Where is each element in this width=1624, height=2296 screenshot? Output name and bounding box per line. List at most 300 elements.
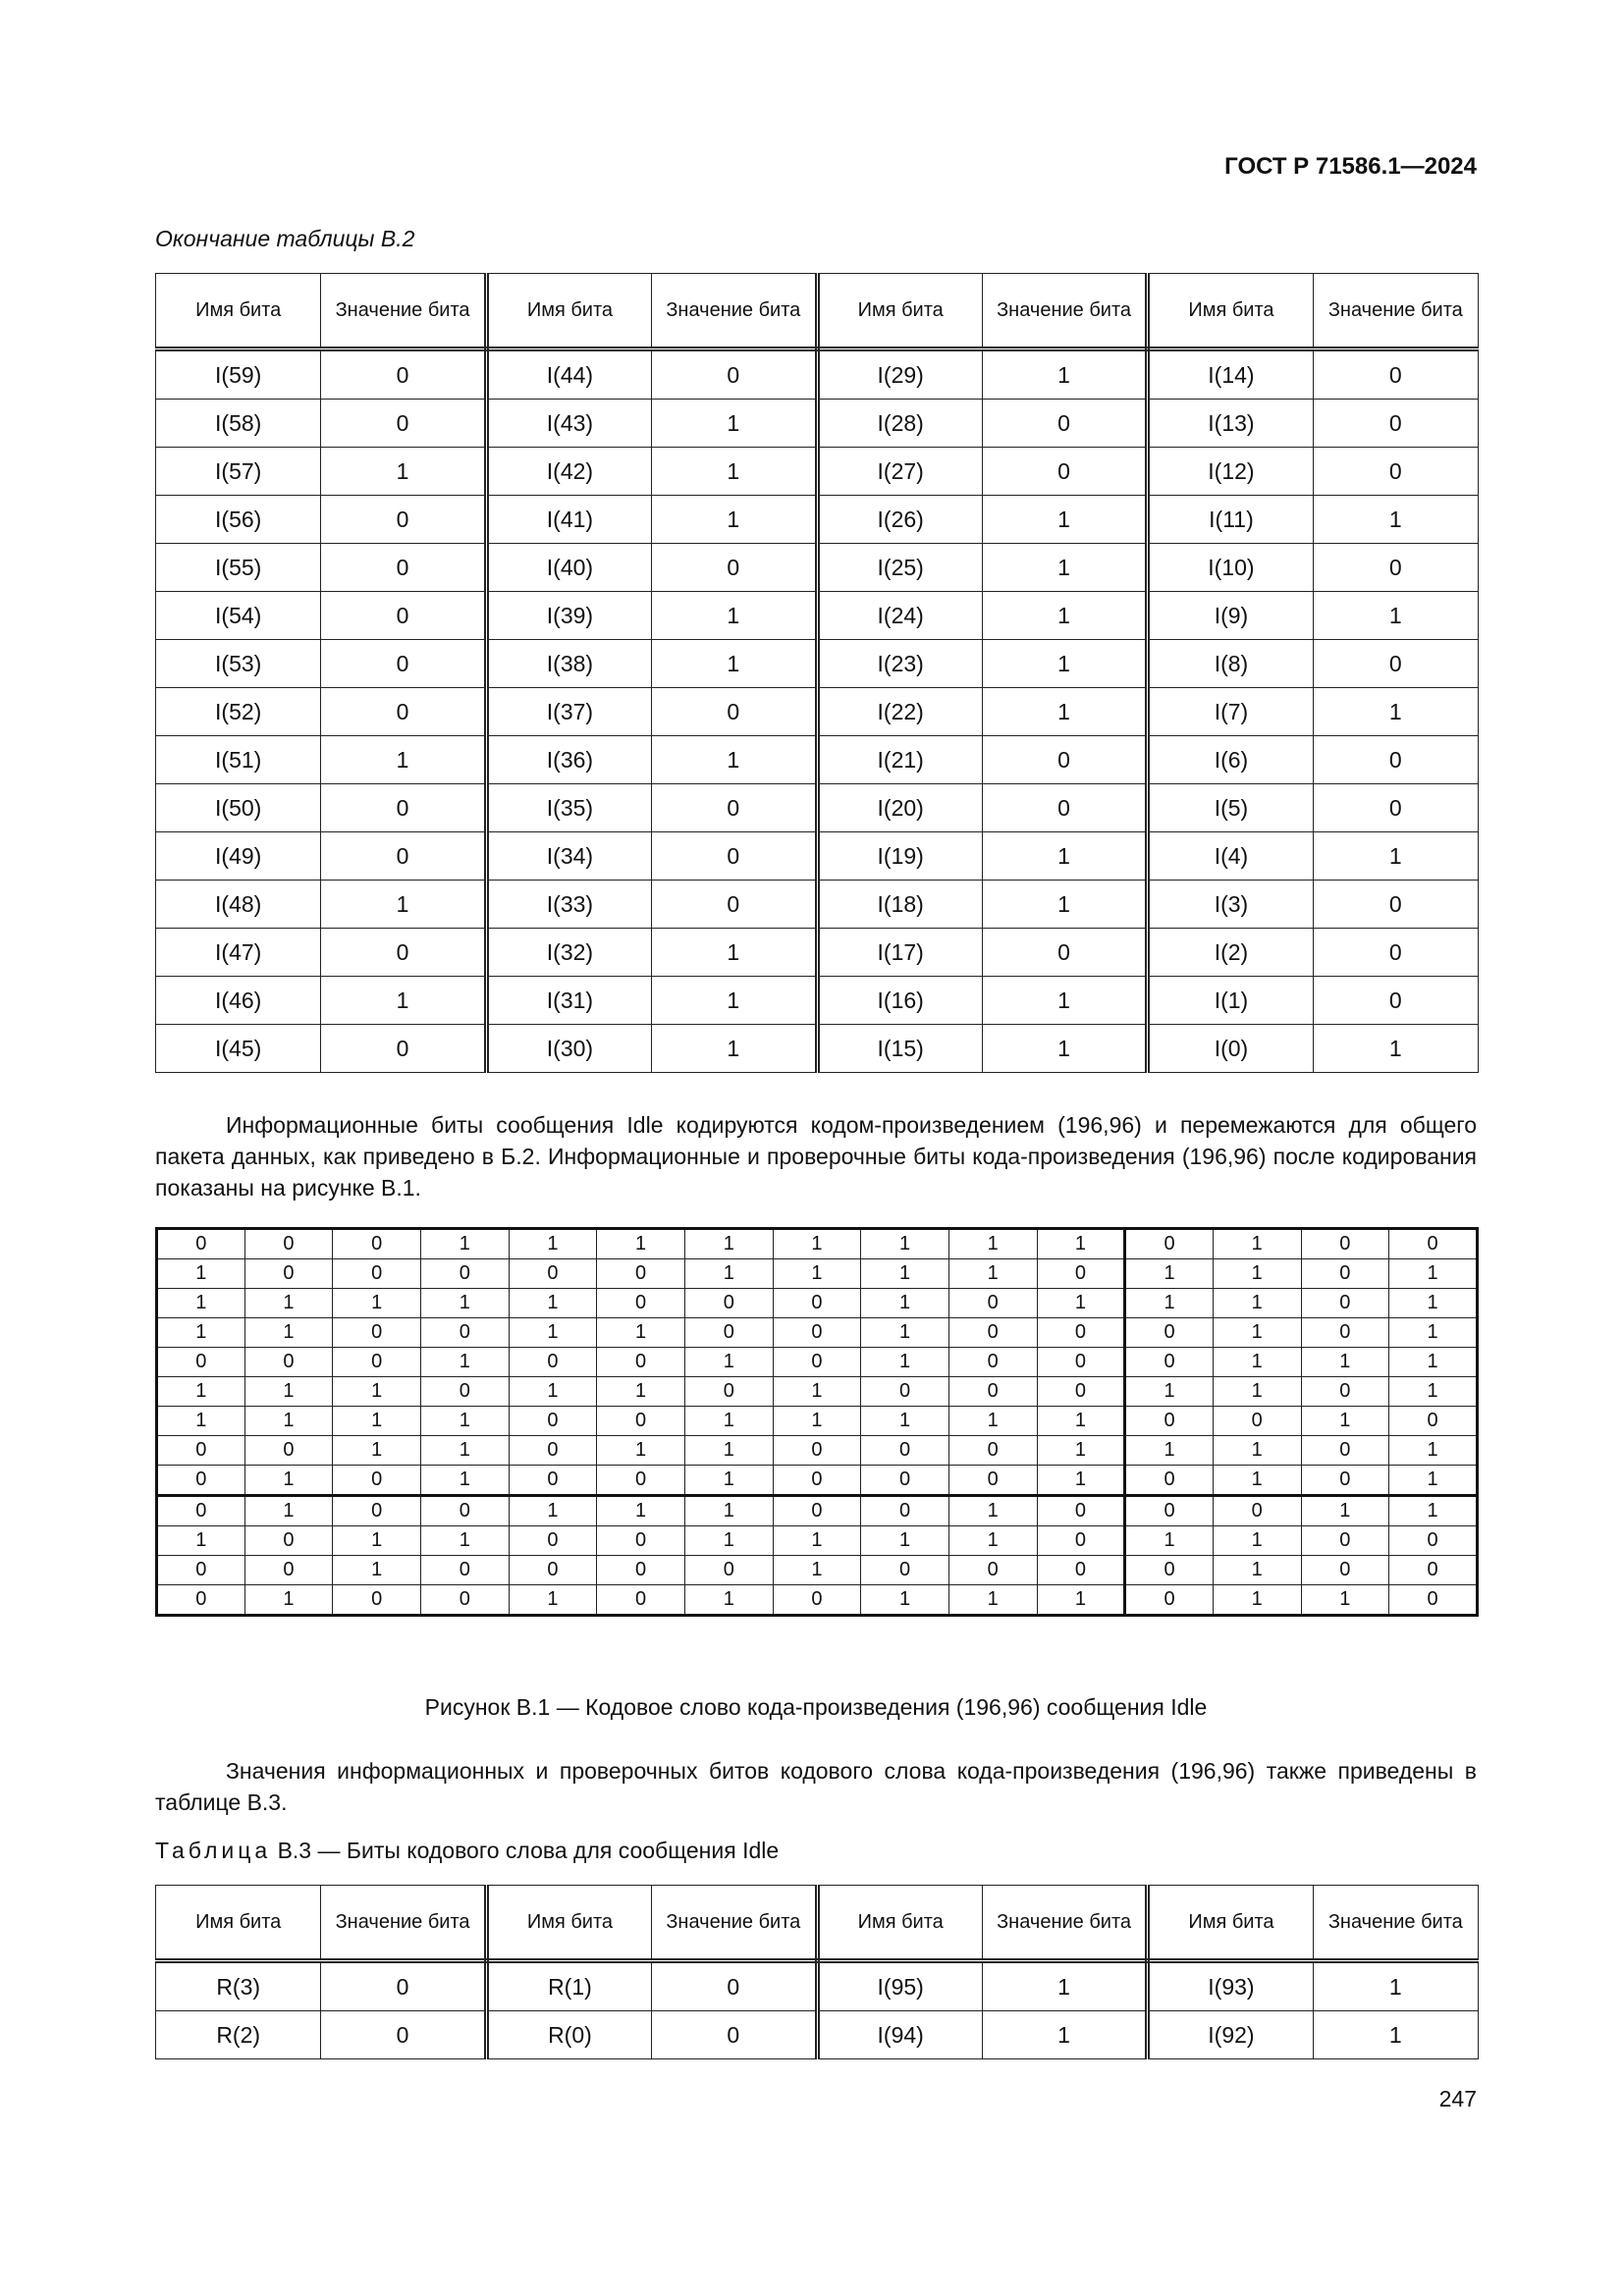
grid-bit-cell: 0	[1037, 1318, 1125, 1348]
grid-row	[157, 1318, 1478, 1348]
bit-value-cell: 0	[652, 832, 817, 881]
grid-bit-cell: 1	[1037, 1466, 1125, 1496]
grid-bit-cell: 1	[1213, 1259, 1301, 1289]
grid-row	[157, 1556, 1478, 1585]
bit-name-cell: I(44)	[486, 349, 651, 400]
grid-bit-cell: 1	[244, 1407, 333, 1436]
bit-name-cell: I(20)	[817, 784, 982, 832]
bit-name-cell: I(57)	[156, 448, 321, 496]
grid-bit-cell: 1	[684, 1585, 773, 1616]
grid-bit-cell: 0	[420, 1556, 509, 1585]
table-b2	[155, 273, 1479, 1073]
column-header-bit-name: Имя бита	[1148, 274, 1313, 349]
grid-bit-cell: 0	[773, 1466, 861, 1496]
grid-bit-cell: 1	[244, 1466, 333, 1496]
grid-bit-cell: 1	[1125, 1436, 1214, 1466]
grid-bit-cell: 1	[420, 1348, 509, 1377]
bit-value-cell: 1	[321, 977, 486, 1025]
grid-bit-cell: 0	[597, 1289, 685, 1318]
bit-value-cell: 1	[982, 640, 1147, 688]
grid-bit-cell: 1	[861, 1585, 949, 1616]
grid-bit-cell: 0	[1301, 1377, 1389, 1407]
grid-bit-cell: 0	[244, 1526, 333, 1556]
grid-bit-cell: 0	[1125, 1407, 1214, 1436]
bit-value-cell: 1	[1313, 1961, 1478, 2011]
grid-bit-cell: 1	[861, 1348, 949, 1377]
figure-b1-codeword-grid	[155, 1227, 1479, 1617]
table-row	[156, 592, 1479, 640]
bit-name-cell: I(36)	[486, 736, 651, 784]
bit-name-cell: I(34)	[486, 832, 651, 881]
bit-value-cell: 1	[982, 592, 1147, 640]
grid-bit-cell: 0	[948, 1466, 1037, 1496]
bit-value-cell: 1	[652, 977, 817, 1025]
grid-bit-cell: 1	[333, 1556, 421, 1585]
bit-value-cell: 1	[982, 688, 1147, 736]
bit-value-cell: 0	[982, 400, 1147, 448]
grid-bit-cell: 0	[861, 1377, 949, 1407]
grid-bit-cell: 0	[244, 1229, 333, 1259]
column-header-bit-name: Имя бита	[817, 274, 982, 349]
bit-value-cell: 0	[1313, 736, 1478, 784]
grid-bit-cell: 1	[861, 1407, 949, 1436]
grid-bit-cell: 1	[157, 1407, 245, 1436]
grid-bit-cell: 0	[1037, 1259, 1125, 1289]
grid-bit-cell: 1	[948, 1259, 1037, 1289]
bit-value-cell: 1	[1313, 1025, 1478, 1073]
bit-value-cell: 0	[321, 784, 486, 832]
grid-bit-cell: 0	[420, 1496, 509, 1526]
grid-row	[157, 1407, 1478, 1436]
grid-row	[157, 1585, 1478, 1616]
grid-bit-cell: 1	[773, 1407, 861, 1436]
grid-bit-cell: 0	[1037, 1377, 1125, 1407]
column-header-bit-value: Значение бита	[652, 1886, 817, 1961]
grid-bit-cell: 1	[861, 1526, 949, 1556]
bit-name-cell: I(26)	[817, 496, 982, 544]
bit-name-cell: I(33)	[486, 881, 651, 929]
grid-row	[157, 1259, 1478, 1289]
grid-bit-cell: 0	[1301, 1229, 1389, 1259]
bit-value-cell: 1	[982, 496, 1147, 544]
grid-bit-cell: 1	[597, 1229, 685, 1259]
grid-bit-cell: 0	[1389, 1585, 1478, 1616]
bit-value-cell: 1	[982, 544, 1147, 592]
grid-bit-cell: 0	[244, 1556, 333, 1585]
bit-value-cell: 0	[321, 688, 486, 736]
bit-name-cell: I(37)	[486, 688, 651, 736]
page-number: 247	[1438, 2086, 1477, 2111]
grid-row	[157, 1377, 1478, 1407]
grid-bit-cell: 1	[1389, 1466, 1478, 1496]
grid-bit-cell: 0	[773, 1585, 861, 1616]
column-header-bit-name: Имя бита	[156, 1886, 321, 1961]
grid-bit-cell: 0	[1125, 1466, 1214, 1496]
column-header-bit-value: Значение бита	[982, 274, 1147, 349]
grid-bit-cell: 1	[157, 1377, 245, 1407]
grid-bit-cell: 0	[597, 1466, 685, 1496]
grid-bit-cell: 0	[684, 1289, 773, 1318]
grid-bit-cell: 1	[1389, 1348, 1478, 1377]
grid-bit-cell: 1	[773, 1377, 861, 1407]
table-row	[156, 496, 1479, 544]
bit-name-cell: I(16)	[817, 977, 982, 1025]
bit-value-cell: 1	[982, 2011, 1147, 2059]
grid-bit-cell: 0	[1301, 1466, 1389, 1496]
grid-bit-cell: 0	[1213, 1496, 1301, 1526]
bit-name-cell: I(4)	[1148, 832, 1313, 881]
bit-name-cell: I(53)	[156, 640, 321, 688]
grid-bit-cell: 1	[420, 1526, 509, 1556]
bit-value-cell: 1	[982, 1961, 1147, 2011]
bit-value-cell: 1	[982, 881, 1147, 929]
grid-bit-cell: 1	[597, 1496, 685, 1526]
table-row	[156, 448, 1479, 496]
bit-name-cell: I(95)	[817, 1961, 982, 2011]
grid-bit-cell: 1	[1213, 1318, 1301, 1348]
grid-bit-cell: 0	[948, 1348, 1037, 1377]
grid-bit-cell: 1	[1213, 1556, 1301, 1585]
bit-value-cell: 0	[1313, 977, 1478, 1025]
bit-name-cell: I(28)	[817, 400, 982, 448]
bit-name-cell: I(43)	[486, 400, 651, 448]
table-row	[156, 400, 1479, 448]
grid-bit-cell: 1	[773, 1556, 861, 1585]
grid-row	[157, 1229, 1478, 1259]
grid-bit-cell: 1	[509, 1229, 597, 1259]
grid-bit-cell: 1	[1301, 1407, 1389, 1436]
grid-bit-cell: 1	[509, 1377, 597, 1407]
grid-bit-cell: 1	[1125, 1289, 1214, 1318]
bit-name-cell: I(12)	[1148, 448, 1313, 496]
grid-bit-cell: 1	[157, 1289, 245, 1318]
bit-name-cell: I(39)	[486, 592, 651, 640]
column-header-bit-name: Имя бита	[486, 274, 651, 349]
grid-bit-cell: 0	[157, 1556, 245, 1585]
page-header: ГОСТ Р 71586.1—2024	[1224, 153, 1477, 180]
grid-bit-cell: 1	[684, 1407, 773, 1436]
table-b3-caption	[155, 1838, 779, 1864]
grid-bit-cell: 0	[333, 1259, 421, 1289]
grid-bit-cell: 0	[1389, 1556, 1478, 1585]
grid-bit-cell: 1	[948, 1585, 1037, 1616]
bit-name-cell: I(58)	[156, 400, 321, 448]
grid-bit-cell: 1	[597, 1436, 685, 1466]
grid-bit-cell: 1	[1301, 1585, 1389, 1616]
grid-bit-cell: 0	[597, 1259, 685, 1289]
table-row	[156, 832, 1479, 881]
grid-bit-cell: 0	[684, 1556, 773, 1585]
grid-bit-cell: 1	[1389, 1259, 1478, 1289]
column-header-bit-name: Имя бита	[156, 274, 321, 349]
grid-bit-cell: 1	[684, 1466, 773, 1496]
bit-value-cell: 0	[321, 1961, 486, 2011]
bit-value-cell: 1	[1313, 688, 1478, 736]
grid-bit-cell: 0	[597, 1556, 685, 1585]
paragraph-encoding: Информационные биты сообщения Idle кодируются кодом-произведением (196,96) и перемежаются для общего пакета данных, как приведено в Б.2. Информационные и проверочные биты кода-произведения (196,96) после кодирования показаны на рисунке В.1.	[155, 1112, 1477, 1201]
bit-value-cell: 1	[321, 881, 486, 929]
grid-bit-cell: 0	[333, 1585, 421, 1616]
bit-name-cell: I(8)	[1148, 640, 1313, 688]
bit-value-cell: 0	[1313, 544, 1478, 592]
table-row	[156, 640, 1479, 688]
bit-value-cell: 1	[1313, 592, 1478, 640]
grid-bit-cell: 0	[1389, 1407, 1478, 1436]
grid-bit-cell: 1	[420, 1436, 509, 1466]
grid-bit-cell: 1	[684, 1348, 773, 1377]
grid-bit-cell: 1	[420, 1407, 509, 1436]
bit-name-cell: I(48)	[156, 881, 321, 929]
bit-name-cell: I(41)	[486, 496, 651, 544]
grid-bit-cell: 0	[1301, 1259, 1389, 1289]
grid-bit-cell: 0	[1125, 1318, 1214, 1348]
grid-bit-cell: 1	[861, 1259, 949, 1289]
table-row	[156, 544, 1479, 592]
grid-bit-cell: 1	[597, 1377, 685, 1407]
bit-name-cell: I(7)	[1148, 688, 1313, 736]
grid-bit-cell: 1	[420, 1229, 509, 1259]
bit-value-cell: 0	[1313, 448, 1478, 496]
bit-value-cell: 0	[321, 592, 486, 640]
grid-row	[157, 1526, 1478, 1556]
bit-value-cell: 0	[321, 2011, 486, 2059]
bit-name-cell: I(0)	[1148, 1025, 1313, 1073]
bit-value-cell: 0	[652, 2011, 817, 2059]
figure-caption: Рисунок В.1 — Кодовое слово кода-произведения (196,96) сообщения Idle	[424, 1694, 1208, 1720]
grid-bit-cell: 1	[1301, 1496, 1389, 1526]
grid-bit-cell: 1	[948, 1229, 1037, 1259]
grid-bit-cell: 1	[1125, 1526, 1214, 1556]
bit-name-cell: I(5)	[1148, 784, 1313, 832]
grid-bit-cell: 0	[509, 1556, 597, 1585]
grid-bit-cell: 1	[509, 1289, 597, 1318]
table-row	[156, 1025, 1479, 1073]
grid-bit-cell: 0	[684, 1377, 773, 1407]
grid-bit-cell: 1	[1301, 1348, 1389, 1377]
grid-bit-cell: 0	[509, 1526, 597, 1556]
bit-name-cell: I(3)	[1148, 881, 1313, 929]
table-title: В.3 — Биты кодового слова для сообщения Idle	[271, 1838, 780, 1863]
grid-bit-cell: 1	[157, 1526, 245, 1556]
column-header-bit-value: Значение бита	[321, 1886, 486, 1961]
bit-value-cell: 1	[1313, 832, 1478, 881]
bit-value-cell: 1	[982, 1025, 1147, 1073]
bit-value-cell: 0	[321, 929, 486, 977]
bit-name-cell: I(49)	[156, 832, 321, 881]
grid-bit-cell: 1	[244, 1585, 333, 1616]
column-header-bit-name: Имя бита	[817, 1886, 982, 1961]
grid-bit-cell: 1	[420, 1466, 509, 1496]
grid-bit-cell: 1	[333, 1436, 421, 1466]
grid-bit-cell: 0	[773, 1289, 861, 1318]
table-continuation-caption: Окончание таблицы В.2	[155, 226, 415, 251]
bit-name-cell: I(9)	[1148, 592, 1313, 640]
bit-name-cell: I(46)	[156, 977, 321, 1025]
grid-bit-cell: 1	[244, 1318, 333, 1348]
bit-name-cell: I(55)	[156, 544, 321, 592]
bit-name-cell: I(93)	[1148, 1961, 1313, 2011]
grid-bit-cell: 1	[1037, 1585, 1125, 1616]
bit-name-cell: R(2)	[156, 2011, 321, 2059]
grid-bit-cell: 0	[861, 1436, 949, 1466]
grid-bit-cell: 0	[1213, 1407, 1301, 1436]
grid-row	[157, 1466, 1478, 1496]
bit-name-cell: I(23)	[817, 640, 982, 688]
grid-bit-cell: 0	[244, 1348, 333, 1377]
bit-name-cell: I(38)	[486, 640, 651, 688]
grid-row	[157, 1436, 1478, 1466]
grid-bit-cell: 1	[333, 1377, 421, 1407]
column-header-bit-value: Значение бита	[321, 274, 486, 349]
grid-bit-cell: 0	[1301, 1526, 1389, 1556]
grid-bit-cell: 0	[1301, 1436, 1389, 1466]
bit-name-cell: I(24)	[817, 592, 982, 640]
bit-value-cell: 0	[321, 640, 486, 688]
grid-bit-cell: 0	[1301, 1318, 1389, 1348]
grid-row	[157, 1348, 1478, 1377]
bit-name-cell: I(42)	[486, 448, 651, 496]
bit-value-cell: 0	[1313, 400, 1478, 448]
bit-name-cell: I(18)	[817, 881, 982, 929]
grid-bit-cell: 1	[509, 1318, 597, 1348]
bit-value-cell: 1	[1313, 2011, 1478, 2059]
bit-value-cell: 1	[652, 736, 817, 784]
bit-name-cell: I(40)	[486, 544, 651, 592]
grid-bit-cell: 0	[597, 1585, 685, 1616]
bit-value-cell: 0	[652, 688, 817, 736]
grid-bit-cell: 1	[948, 1496, 1037, 1526]
grid-bit-cell: 1	[597, 1318, 685, 1348]
bit-value-cell: 1	[652, 400, 817, 448]
grid-bit-cell: 1	[1037, 1407, 1125, 1436]
grid-row	[157, 1496, 1478, 1526]
bit-value-cell: 0	[1313, 640, 1478, 688]
column-header-bit-value: Значение бита	[982, 1886, 1147, 1961]
bit-name-cell: I(10)	[1148, 544, 1313, 592]
table-row	[156, 736, 1479, 784]
bit-value-cell: 1	[652, 1025, 817, 1073]
bit-name-cell: I(52)	[156, 688, 321, 736]
grid-bit-cell: 1	[420, 1289, 509, 1318]
table-header-row	[156, 1886, 1479, 1961]
grid-bit-cell: 0	[1125, 1229, 1214, 1259]
table-row	[156, 2011, 1479, 2059]
grid-bit-cell: 1	[1037, 1289, 1125, 1318]
grid-bit-cell: 0	[773, 1318, 861, 1348]
grid-bit-cell: 0	[597, 1348, 685, 1377]
grid-bit-cell: 1	[244, 1377, 333, 1407]
grid-bit-cell: 1	[773, 1229, 861, 1259]
bit-value-cell: 0	[321, 400, 486, 448]
bit-name-cell: I(19)	[817, 832, 982, 881]
paragraph-values: Значения информационных и проверочных битов кодового слова кода-произведения (196,96) также приведены в таблице В.3.	[155, 1758, 1477, 1815]
bit-value-cell: 0	[652, 349, 817, 400]
bit-name-cell: I(54)	[156, 592, 321, 640]
grid-bit-cell: 0	[684, 1318, 773, 1348]
grid-bit-cell: 0	[157, 1466, 245, 1496]
grid-bit-cell: 0	[861, 1466, 949, 1496]
bit-value-cell: 0	[1313, 881, 1478, 929]
table-header-row	[156, 274, 1479, 349]
grid-bit-cell: 0	[948, 1436, 1037, 1466]
grid-bit-cell: 1	[333, 1407, 421, 1436]
grid-bit-cell: 0	[509, 1436, 597, 1466]
bit-name-cell: I(59)	[156, 349, 321, 400]
bit-name-cell: I(11)	[1148, 496, 1313, 544]
grid-bit-cell: 0	[1125, 1556, 1214, 1585]
grid-bit-cell: 0	[244, 1259, 333, 1289]
bit-value-cell: 1	[1313, 496, 1478, 544]
grid-bit-cell: 0	[1037, 1496, 1125, 1526]
table-b3	[155, 1885, 1479, 2059]
grid-bit-cell: 0	[1037, 1348, 1125, 1377]
bit-name-cell: I(47)	[156, 929, 321, 977]
grid-bit-cell: 1	[1389, 1496, 1478, 1526]
grid-bit-cell: 0	[948, 1377, 1037, 1407]
grid-bit-cell: 1	[948, 1526, 1037, 1556]
grid-bit-cell: 1	[1037, 1436, 1125, 1466]
bit-value-cell: 1	[982, 977, 1147, 1025]
grid-bit-cell: 1	[1389, 1377, 1478, 1407]
grid-bit-cell: 1	[509, 1585, 597, 1616]
grid-bit-cell: 0	[773, 1348, 861, 1377]
grid-bit-cell: 1	[1213, 1585, 1301, 1616]
bit-value-cell: 0	[1313, 929, 1478, 977]
bit-name-cell: I(29)	[817, 349, 982, 400]
table-row	[156, 784, 1479, 832]
grid-bit-cell: 1	[1389, 1436, 1478, 1466]
bit-value-cell: 0	[321, 496, 486, 544]
bit-value-cell: 0	[652, 544, 817, 592]
bit-name-cell: I(32)	[486, 929, 651, 977]
bit-name-cell: R(3)	[156, 1961, 321, 2011]
bit-value-cell: 1	[982, 832, 1147, 881]
bit-value-cell: 0	[321, 544, 486, 592]
bit-value-cell: 0	[321, 832, 486, 881]
bit-name-cell: I(17)	[817, 929, 982, 977]
bit-name-cell: I(22)	[817, 688, 982, 736]
table-row	[156, 1961, 1479, 2011]
bit-name-cell: I(56)	[156, 496, 321, 544]
grid-bit-cell: 0	[1125, 1348, 1214, 1377]
grid-bit-cell: 0	[597, 1526, 685, 1556]
grid-bit-cell: 0	[420, 1377, 509, 1407]
bit-value-cell: 0	[982, 448, 1147, 496]
grid-bit-cell: 0	[948, 1318, 1037, 1348]
grid-bit-cell: 1	[1213, 1229, 1301, 1259]
grid-bit-cell: 1	[773, 1259, 861, 1289]
grid-bit-cell: 0	[420, 1259, 509, 1289]
grid-bit-cell: 0	[157, 1496, 245, 1526]
column-header-bit-name: Имя бита	[1148, 1886, 1313, 1961]
bit-value-cell: 0	[982, 929, 1147, 977]
grid-bit-cell: 0	[420, 1585, 509, 1616]
table-row	[156, 929, 1479, 977]
grid-bit-cell: 1	[244, 1289, 333, 1318]
bit-value-cell: 1	[321, 448, 486, 496]
column-header-bit-value: Значение бита	[1313, 1886, 1478, 1961]
grid-bit-cell: 1	[509, 1496, 597, 1526]
grid-bit-cell: 1	[773, 1526, 861, 1556]
bit-value-cell: 1	[321, 736, 486, 784]
grid-bit-cell: 0	[333, 1229, 421, 1259]
grid-bit-cell: 1	[333, 1526, 421, 1556]
grid-bit-cell: 1	[1213, 1377, 1301, 1407]
grid-bit-cell: 0	[1301, 1289, 1389, 1318]
grid-bit-cell: 0	[244, 1436, 333, 1466]
bit-value-cell: 1	[652, 929, 817, 977]
grid-bit-cell: 1	[1037, 1229, 1125, 1259]
